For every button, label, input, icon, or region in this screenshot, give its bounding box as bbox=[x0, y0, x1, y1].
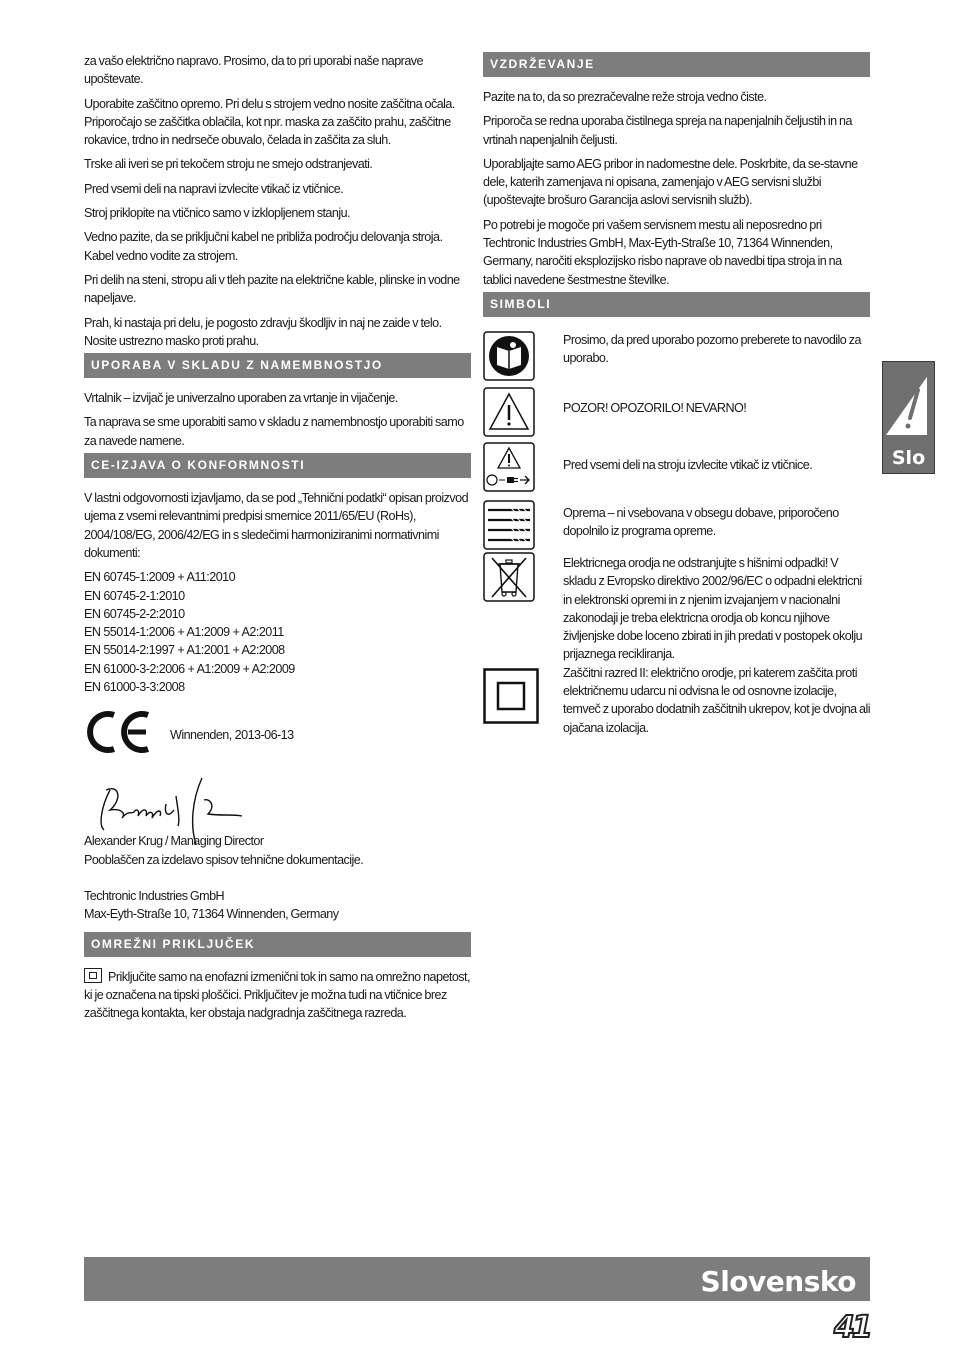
intro-paragraph: za vašo električno napravo. Prosimo, da to pri uporabi naše naprave upoštevate. bbox=[84, 54, 423, 87]
vzdrzevanje-paragraph: Uporabljajte samo AEG pribor in nadomestne dele. Poskrbite, da se-stavne dele, katerih zamenjava ni opisana, zamenjajo v AEG servisni službi (upoštevajte brošuro Garancija aslovi servisnih služb). bbox=[483, 156, 858, 208]
intro-paragraph: Stroj priklopite na vtičnico samo v izklopljenem stanju. bbox=[84, 206, 350, 221]
standard-item: EN 61000-3-2:2006 + A1:2009 + A2:2009 bbox=[84, 661, 295, 676]
symbol-row bbox=[483, 387, 870, 442]
section-heading-simboli: SIMBOLI bbox=[483, 292, 870, 317]
read-manual-icon bbox=[483, 331, 535, 381]
signer-role: Pooblaščen za izdelavo spisov tehnične dokumentacije. bbox=[84, 852, 364, 867]
symbol-text: Oprema – ni vsebovana v obsegu dobave, priporočeno dopolnilo iz programa opreme. bbox=[563, 505, 839, 539]
footer-language-bar bbox=[84, 1257, 870, 1301]
company-address: Max-Eyth-Straße 10, 71364 Winnenden, Germany bbox=[84, 907, 339, 922]
unplug-warning-icon bbox=[483, 442, 535, 492]
intro-paragraph: Pred vsemi deli na napravi izvlecite vtikač iz vtičnice. bbox=[84, 181, 344, 196]
symbol-row bbox=[483, 442, 870, 497]
vzdrzevanje-paragraph: Pazite na to, da so prezračevalne reže stroja vedno čiste. bbox=[483, 90, 767, 104]
signer-name: Alexander Krug / Managing Director bbox=[84, 834, 264, 849]
symbol-row bbox=[483, 664, 870, 737]
section-heading-vzdrzevanje: VZDRŽEVANJE bbox=[483, 52, 870, 77]
intro-paragraph: Trske ali iveri se pri tekočem stroju ne smejo odstranjevati. bbox=[84, 157, 373, 172]
class-ii-small-icon bbox=[84, 968, 102, 983]
uporaba-paragraph: Vrtalnik – izvijač je univerzalno uporaben za vrtanje in vijačenje. bbox=[84, 391, 398, 406]
section-heading-omrezni: OMREŽNI PRIKLJUČEK bbox=[84, 932, 471, 957]
place-date: Winnenden, 2013-06-13 bbox=[170, 728, 294, 743]
standard-item: EN 60745-1:2009 + A11:2010 bbox=[84, 570, 236, 585]
symbol-text: Prosimo, da pred uporabo pozorno preberete to navodilo za uporabo. bbox=[563, 332, 861, 366]
standard-item: EN 55014-2:1997 + A1:2001 + A2:2008 bbox=[84, 643, 285, 658]
symbol-text: Pred vsemi deli na stroju izvlecite vtikač iz vtičnice. bbox=[563, 457, 813, 472]
standard-item: EN 55014-1:2006 + A1:2009 + A2:2011 bbox=[84, 625, 284, 640]
omrezni-text: Priključite samo na enofazni izmenični tok in samo na omrežno napetost, ki je označena na tipski ploščici. Priključitev je možna tudi na vtičnice brez zaščitnega kontakta, ker obstaja nadgradnja zaščitnega razreda. bbox=[84, 969, 470, 1021]
footer-language: Slovensko bbox=[700, 1265, 856, 1298]
left-column bbox=[84, 52, 471, 1028]
language-side-tab bbox=[882, 361, 935, 474]
ce-mark-icon bbox=[84, 710, 152, 754]
intro-paragraph: Vedno pazite, da se priključni kabel ne približa področju delovanja stroja. Kabel vedno vodite za strojem. bbox=[84, 230, 443, 263]
symbol-text: Zaščitni razred II: električno orodje, pri katerem zaščita proti električnemu udarcu ni odvisna le od osnovne izolacije, temveč z uporabo dodatnih zaščitnih ukrepov, kot je dvojna ali ojačana izolacija. bbox=[563, 665, 870, 735]
vzdrzevanje-paragraph: Priporoča se redna uporaba čistilnega spreja na napenjalnih čeljustih in na vrtinah napenjalnih čeljusti. bbox=[483, 114, 852, 147]
standard-item: EN 60745-2-2:2010 bbox=[84, 606, 185, 621]
side-tab-label: Slo bbox=[891, 447, 926, 469]
ce-paragraph: V lastni odgovornosti izjavljamo, da se pod „Tehnični podatki“ opisan proizvod ujema z vsemi relevantnimi predpisi smernice 2011/65/EU (RoHs), 2004/108/EG, 2006/42/EG in s sledečimi harmoniziranimi normativnimi dokumenti: bbox=[84, 491, 469, 560]
standards-list bbox=[84, 568, 471, 696]
omrezni-paragraph bbox=[84, 968, 471, 1023]
standard-item: EN 61000-3-3:2008 bbox=[84, 680, 185, 695]
section-heading-ce: CE-IZJAVA O KONFORMNOSTI bbox=[84, 453, 471, 478]
symbol-row bbox=[483, 331, 870, 383]
section-heading-uporaba: UPORABA V SKLADU Z NAMEMBNOSTJO bbox=[84, 353, 471, 378]
warning-exclamation-icon bbox=[882, 362, 935, 442]
intro-paragraph: Uporabite zaščitno opremo. Pri delu s strojem vedno nosite zaščitna očala. Priporočajo se zaščitka oblačila, kot npr. maska za zaščito prahu, zaščitne rokavice, trdno in nedrseče obuvalo, čelada in zaščita za sluh. bbox=[84, 96, 455, 148]
vzdrzevanje-paragraph: Po potrebi je mogoče pri vašem servisnem mestu ali neposredno pri Techtronic Industries GmbH, Max-Eyth-Straße 10, 71364 Winnenden, Germany, naročiti eksplozijsko risbo naprave ob navedbi tipa stroja in na tablici navedene šestmestne številke. bbox=[483, 217, 842, 287]
symbol-row bbox=[483, 552, 870, 664]
symbol-row bbox=[483, 500, 870, 552]
uporaba-paragraph: Ta naprava se sme uporabiti samo v skladu z namembnostjo uporabiti samo za navede namene. bbox=[84, 415, 464, 448]
drill-bits-icon bbox=[483, 500, 535, 550]
weee-bin-icon bbox=[483, 552, 535, 602]
signature-image bbox=[92, 770, 252, 850]
intro-paragraph: Pri delih na steni, stropu ali v tleh pazite na električne kable, plinske in vodne napeljave. bbox=[84, 272, 460, 306]
declaration-signature-block bbox=[84, 702, 471, 832]
intro-paragraph: Prah, ki nastaja pri delu, je pogosto zdravju škodljiv in naj ne zaide v telo. Nosite ustrezno masko proti prahu. bbox=[84, 315, 442, 348]
symbol-text: POZOR! OPOZORILO! NEVARNO! bbox=[563, 400, 747, 415]
symbol-text: Elektricnega orodja ne odstranjujte s hišnimi odpadki! V skladu z Evropsko direktivo 2002/96/EC o odpadni elektricni in elektronski opremi in z njenim izvajanjem v nacionalni zakonodaji je treba elektricna orodja ob koncu njihove življenjske dobe loceno zbirati in jih predati v postopek okolju prijaznega recikliranja. bbox=[563, 555, 863, 662]
standard-item: EN 60745-2-1:2010 bbox=[84, 588, 185, 603]
warning-triangle-icon bbox=[483, 387, 535, 437]
company-name: Techtronic Industries GmbH bbox=[84, 888, 225, 903]
right-column bbox=[483, 52, 870, 737]
class-ii-icon bbox=[483, 668, 539, 724]
page-number: 41 bbox=[834, 1310, 870, 1345]
